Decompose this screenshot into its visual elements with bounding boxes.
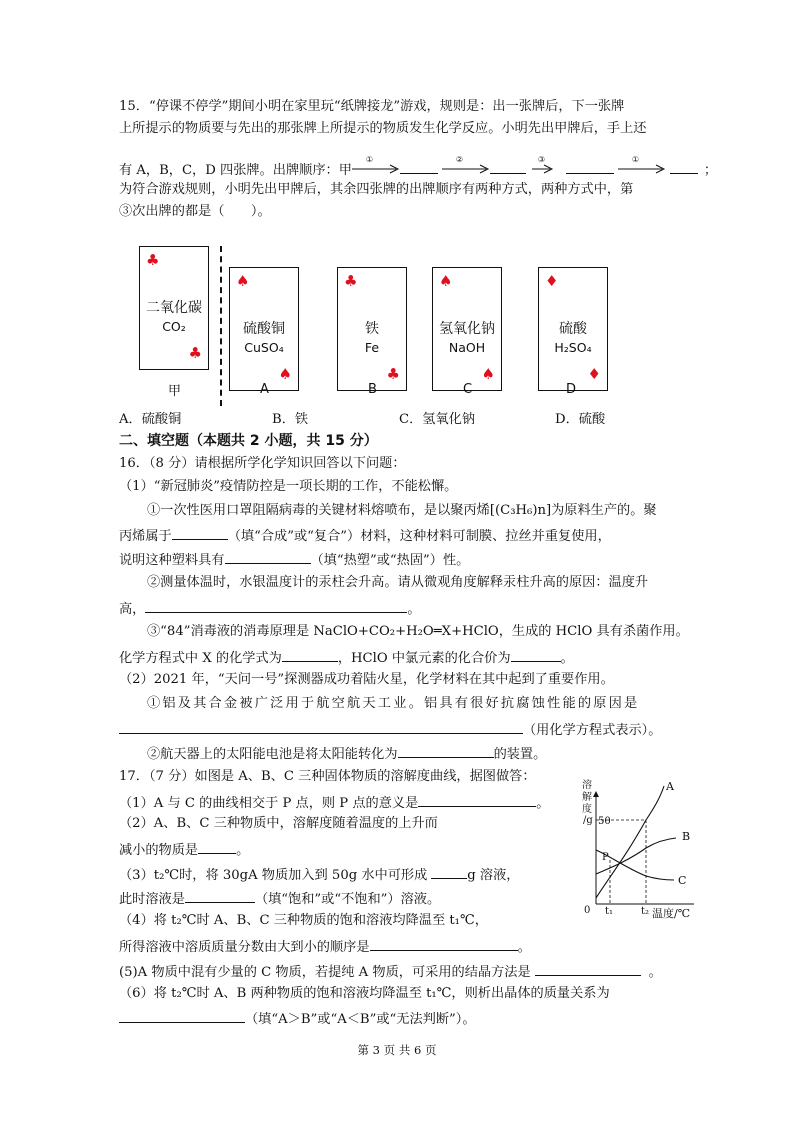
card-a [229, 267, 299, 391]
q15-line3-end: ； [703, 163, 718, 178]
answer-blank[interactable] [370, 936, 518, 951]
card-name: 硫酸铜 [243, 321, 285, 337]
answer-blank[interactable] [119, 719, 523, 734]
q15-line3 [119, 155, 718, 180]
y-axis-label-4: /g [583, 815, 593, 826]
club-icon: ♣ [146, 251, 160, 269]
q16-line: ③“84”消毒液的消毒原理是 NaClO+CO₂+H₂O═X+HClO，生成的 HClO 具有杀菌作用。 [147, 624, 689, 639]
answer-blank[interactable] [398, 743, 494, 758]
card-c [432, 267, 502, 391]
answer-blank[interactable] [225, 549, 311, 564]
y-tick-50: 50 [598, 816, 611, 827]
spade-icon: ♠ [236, 272, 250, 290]
q17-line: 此时溶液是 （填“饱和”或“不饱和”）溶液。 [119, 888, 440, 909]
answer-blank[interactable] [418, 792, 536, 807]
q16-line: 说明这种塑料具有 （填“热塑”或“热固”）性。 [119, 549, 469, 570]
q17-line: （1）A 与 C 的曲线相交于 P 点，则 P 点的意义是 。 [119, 792, 549, 813]
spade-icon: ♠ [439, 272, 453, 290]
arrow-3: ③ [532, 160, 554, 176]
series-label-c: C [678, 874, 687, 887]
y-axis-label-1: 溶 [582, 780, 592, 791]
q17-line: （2）A、B、C 三种物质中，溶解度随着温度的上升而 [119, 816, 438, 831]
club-icon: ♣ [386, 365, 400, 383]
q17-line: 所得溶液中溶质质量分数由大到小的顺序是 。 [119, 936, 531, 957]
answer-blank[interactable] [400, 159, 438, 174]
answer-blank[interactable] [566, 159, 614, 174]
q16-line: 16．（8 分）请根据所学化学知识回答以下问题： [119, 456, 406, 471]
series-label-a: A [666, 780, 674, 793]
card-formula: CO₂ [162, 319, 186, 334]
card-label-jia: 甲 [168, 384, 182, 399]
q16-line: 丙烯属于 （填“合成”或“复合”）材料，这种材料可制膜、拉丝并重复使用， [119, 525, 611, 546]
card-jia [139, 246, 209, 370]
arrow-1: ① [352, 160, 400, 176]
answer-blank[interactable] [535, 961, 641, 976]
q15-line4: 为符合游戏规则，小明先出甲牌后，其余四张牌的出牌顺序有两种方式，两种方式中，第 [119, 182, 634, 197]
card-name: 硫酸 [559, 321, 587, 337]
spade-icon: ♠ [278, 365, 292, 383]
diamond-icon: ♦ [545, 272, 559, 290]
card-label-a: A [260, 382, 269, 397]
page-footer: 第 3 页 共 6 页 [357, 1043, 437, 1057]
q17-line: （3）t₂℃时，将 30gA 物质加入到 50g 水中可形成 g 溶液， [119, 864, 519, 885]
card-formula: NaOH [448, 340, 486, 355]
option-b[interactable]: B．铁 [272, 412, 309, 427]
club-icon: ♣ [188, 344, 202, 362]
q16-line: ②航天器上的太阳能电池是将太阳能转化为 的装置。 [147, 743, 546, 764]
q17-line: 17．（7 分）如图是 A、B、C 三种固体物质的溶解度曲线，据图做答： [119, 769, 536, 784]
card-formula: Fe [364, 340, 380, 355]
option-d[interactable]: D．硫酸 [555, 412, 606, 427]
y-axis-label-3: 度 [582, 804, 592, 815]
card-name: 二氧化碳 [146, 300, 202, 316]
q16-line: （1）“新冠肺炎”疫情防控是一项长期的工作，不能松懈。 [119, 479, 458, 494]
option-c[interactable]: C．氢氧化钠 [399, 412, 476, 427]
answer-blank[interactable] [431, 864, 467, 879]
card-d [538, 267, 608, 391]
q16-line: （用化学方程式表示）。 [119, 719, 661, 740]
answer-blank[interactable] [185, 888, 255, 903]
answer-blank[interactable] [670, 159, 698, 174]
q16-line: ②测量体温时，水银温度计的汞柱会升高。请从微观角度解释汞柱升高的原因：温度升 [147, 575, 649, 590]
answer-blank[interactable] [119, 1008, 245, 1023]
q17-line: （4）将 t₂℃时 A、B、C 三种物质的饱和溶液均降温至 t₁℃， [119, 913, 488, 928]
q15-line1: 15．“停课不停学”期间小明在家里玩“纸牌接龙”游戏，规则是：出一张牌后，下一张牌 [119, 99, 625, 114]
option-a[interactable]: A．硫酸铜 [119, 412, 182, 427]
card-label-c: C [463, 382, 473, 397]
card-name: 铁 [365, 321, 379, 337]
solubility-chart [576, 776, 696, 922]
x-axis-label: 温度/℃ [652, 907, 691, 920]
card-label-b: B [368, 382, 377, 397]
intersection-label: P [602, 852, 609, 863]
spade-icon: ♠ [481, 365, 495, 383]
q15-line2: 上所提示的物质要与先出的那张牌上所提示的物质发生化学反应。小明先出甲牌后，手上还 [119, 121, 647, 136]
q16-line: ①一次性医用口罩阻隔病毒的关键材料熔喷布，是以聚丙烯[(C₃H₆)n]为原料生产的。聚 [147, 503, 657, 518]
x-tick-t2: t₂ [641, 906, 650, 917]
section-heading: 二、填空题（本题共 2 小题，共 15 分） [119, 433, 378, 449]
q17-line: 减小的物质是 。 [119, 839, 249, 860]
answer-blank[interactable] [282, 647, 338, 662]
q16-line: 化学方程式中 X 的化学式为 ，HClO 中氯元素的化合价为 。 [119, 647, 574, 668]
answer-blank[interactable] [511, 647, 561, 662]
q17-line: （6）将 t₂℃时 A、B 两种物质的饱和溶液均降温至 t₁℃，则析出晶体的质量关系为 [119, 986, 610, 1001]
diamond-icon: ♦ [587, 365, 601, 383]
card-b [337, 267, 407, 391]
q15-line5: ③次出牌的都是（ ）。 [119, 204, 271, 219]
answer-blank[interactable] [172, 525, 228, 540]
q15-line3-prefix: 有 A，B，C，D 四张牌。出牌顺序：甲 [119, 163, 352, 178]
x-tick-t1: t₁ [605, 906, 614, 917]
card-formula: H₂SO₄ [554, 340, 592, 355]
arrow-4: ① [618, 160, 666, 176]
series-label-b: B [682, 830, 691, 843]
card-label-d: D [566, 382, 577, 397]
origin-label: 0 [584, 905, 591, 916]
q17-line: （填“A＞B”或“A＜B”或“无法判断”）。 [119, 1008, 476, 1029]
arrow-2: ② [442, 160, 490, 176]
dashed-divider [220, 246, 222, 406]
card-name: 氢氧化钠 [439, 321, 495, 337]
q16-line: ①铝及其合金被广泛用于航空航天工业。铝具有很好抗腐蚀性能的原因是 [147, 696, 640, 711]
answer-blank[interactable] [145, 598, 407, 613]
answer-blank[interactable] [490, 159, 526, 174]
curve-a [596, 786, 664, 898]
q16-line: 高， 。 [119, 598, 421, 619]
answer-blank[interactable] [198, 839, 236, 854]
y-axis-label-2: 解 [582, 792, 592, 803]
card-formula: CuSO₄ [244, 340, 284, 355]
q17-line: (5)A 物质中混有少量的 C 物质，若提纯 A 物质，可采用的结晶方法是 。 [119, 961, 662, 982]
club-icon: ♣ [344, 272, 358, 290]
q16-line: （2）2021 年，“天问一号”探测器成功着陆火星，化学材料在其中起到了重要作用。 [119, 672, 614, 687]
